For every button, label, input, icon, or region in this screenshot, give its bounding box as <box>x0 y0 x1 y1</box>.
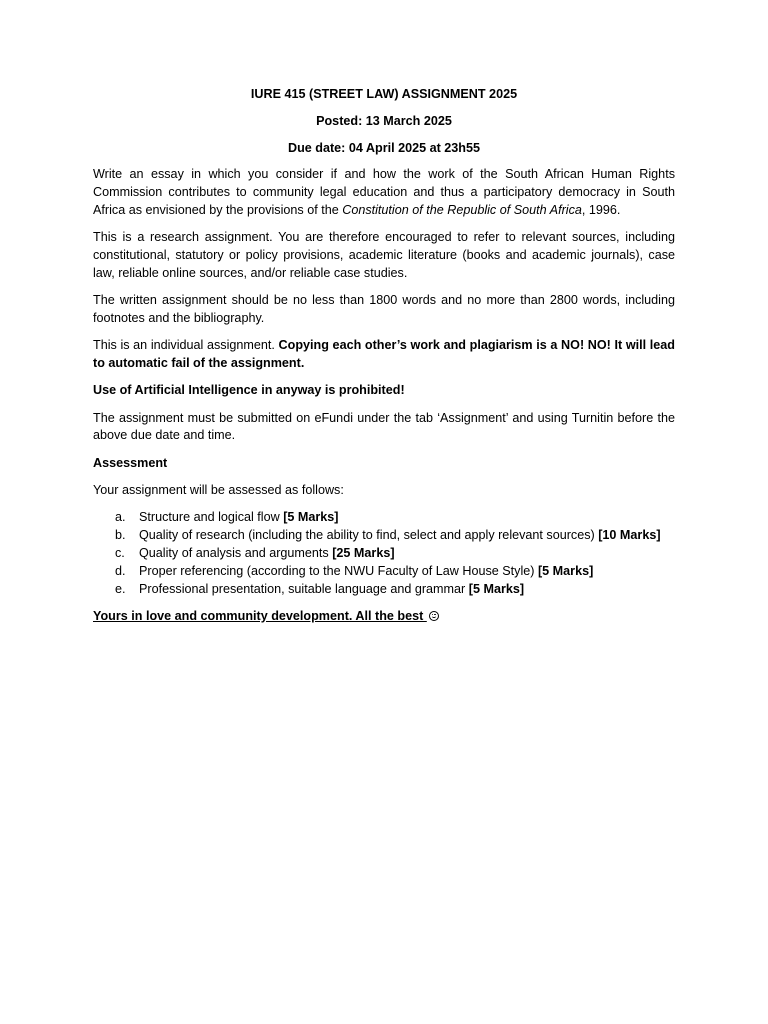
criterion-marks: [10 Marks] <box>598 528 661 543</box>
signoff-text: Yours in love and community development. All the best <box>93 608 427 623</box>
ai-warning: Use of Artificial Intelligence in anyway is prohibited! <box>93 383 405 398</box>
list-marker: e. <box>115 581 126 596</box>
signoff <box>93 608 675 626</box>
length-paragraph: The written assignment should be no less than 1800 words and no more than 2800 words, including footnotes and the bibliography. <box>93 293 675 325</box>
essay-instruction-paragraph <box>93 166 675 219</box>
list-marker: c. <box>115 545 125 560</box>
assessment-criteria-list <box>93 509 675 598</box>
individual-text: This is an individual assignment. <box>93 338 279 353</box>
criterion-marks: [5 Marks] <box>283 510 339 525</box>
criterion-text: Professional presentation, suitable language and grammar <box>139 581 469 596</box>
criterion-marks: [5 Marks] <box>537 563 594 578</box>
list-marker: d. <box>115 563 126 578</box>
list-item <box>93 563 675 581</box>
criterion-text: Proper referencing (according to the NWU Faculty of Law House Style) <box>139 563 538 578</box>
plagiarism-warning: Copying each other’s work and plagiarism is a NO! NO! It will lead to automatic fail of the assignment. <box>93 338 675 371</box>
list-item <box>93 581 675 599</box>
criterion-text: Structure and logical flow <box>139 510 284 525</box>
submission-paragraph: The assignment must be submitted on eFundi under the tab ‘Assignment’ and using Turnitin before the above due date and time. <box>93 410 675 443</box>
posted-date: Posted: 13 March 2025 <box>316 113 452 128</box>
list-marker: b. <box>115 528 126 543</box>
assessment-heading: Assessment <box>93 455 168 470</box>
research-paragraph: This is a research assignment. You are therefore encouraged to refer to relevant sources, including constitutional, statutory or policy provisions, academic literature (books and academic journals), case law, reliable online sources, and/or reliable case studies. <box>93 230 675 280</box>
constitution-title: Constitution of the Republic of South Africa <box>342 202 582 217</box>
essay-instruction-text: Write an essay in which you consider if and how the work of the South African Human Rights Commission contributes to community legal education and thus a participatory democracy in South Africa as envisioned by the provisions of the <box>93 167 675 217</box>
criterion-text: Quality of analysis and arguments <box>139 545 333 560</box>
list-item <box>93 545 675 563</box>
assessment-intro: Your assignment will be assessed as follows: <box>93 483 344 498</box>
individual-paragraph <box>93 337 675 373</box>
due-date: Due date: 04 April 2025 at 23h55 <box>287 140 481 155</box>
criterion-marks: [25 Marks] <box>332 545 395 560</box>
essay-instruction-year: , 1996. <box>581 202 621 217</box>
list-marker: a. <box>115 510 126 525</box>
criterion-marks: [5 Marks] <box>468 581 525 596</box>
list-item <box>93 527 675 545</box>
assignment-title: IURE 415 (STREET LAW) ASSIGNMENT 2025 <box>250 87 518 101</box>
criterion-text: Quality of research (including the ability to find, select and apply relevant sources) <box>139 528 599 543</box>
list-item <box>93 509 675 527</box>
smiley-face-icon <box>429 611 439 621</box>
